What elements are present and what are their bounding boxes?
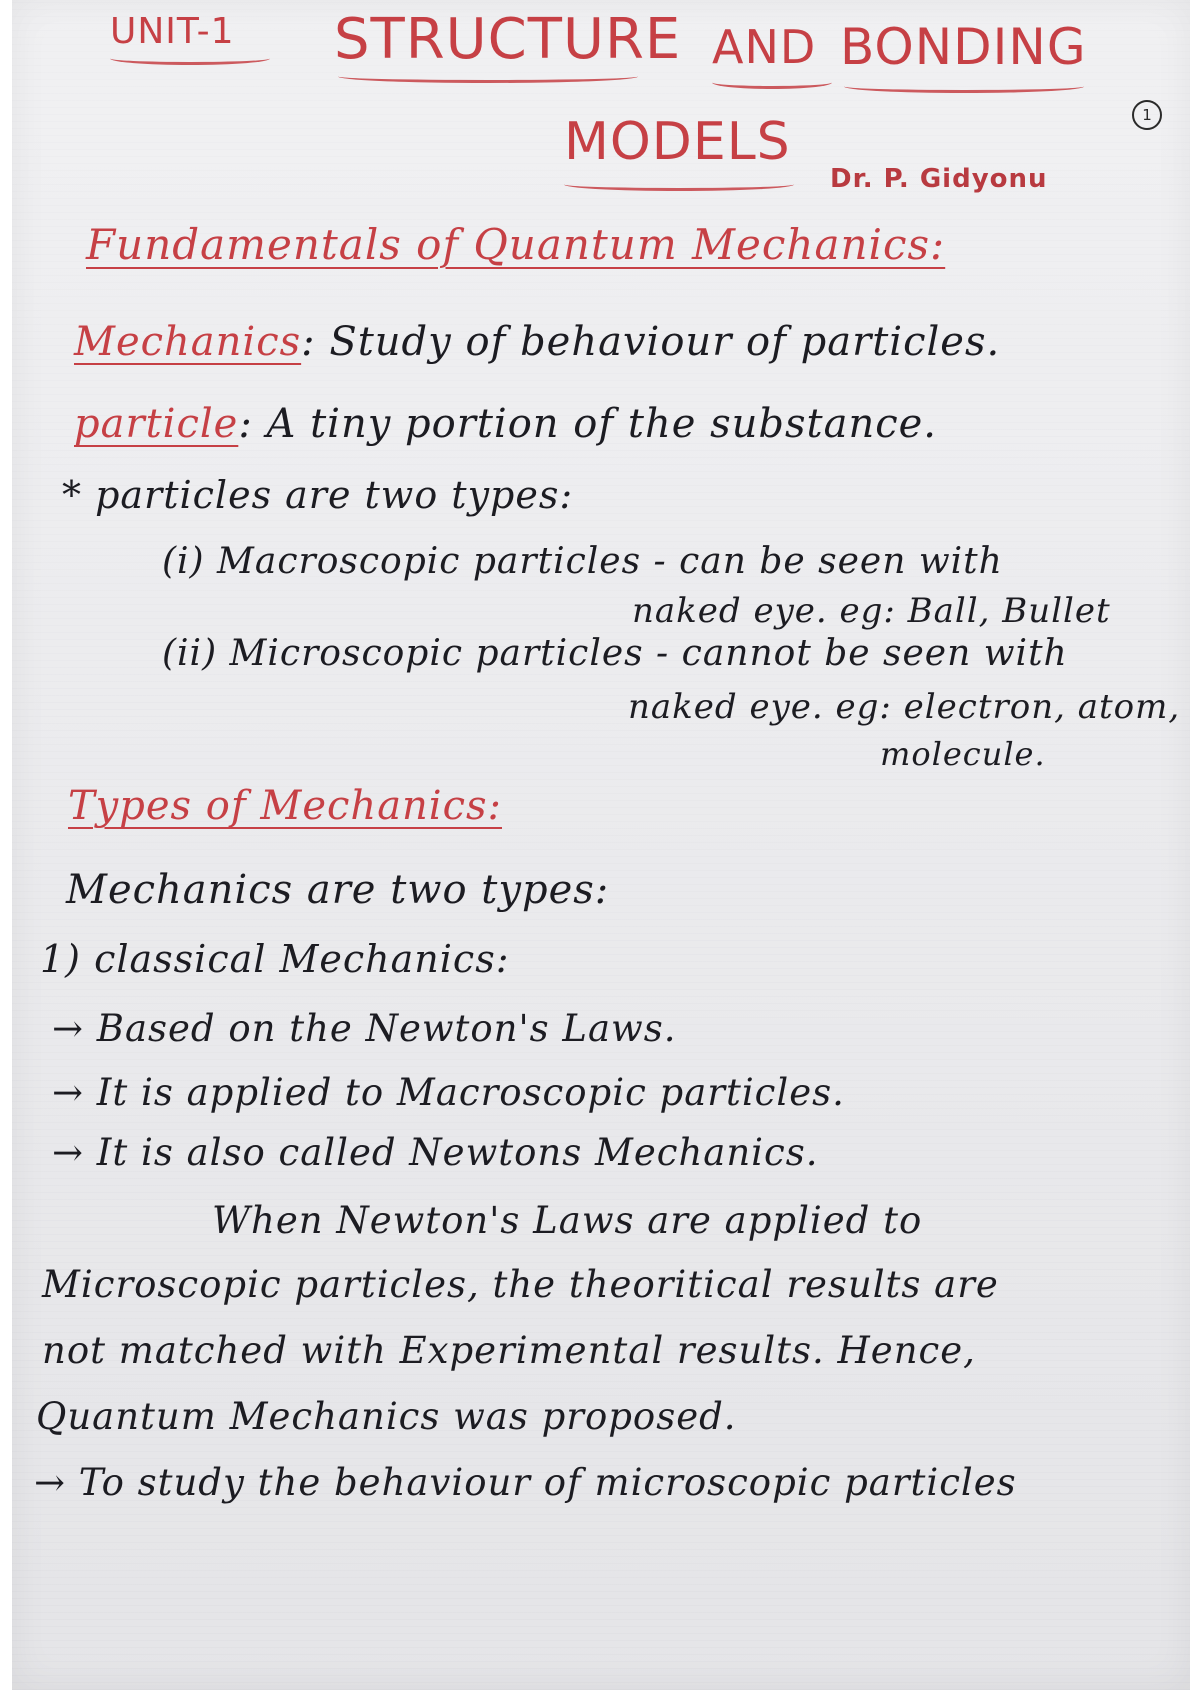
title-and: AND bbox=[712, 20, 817, 74]
particle-term: particle bbox=[74, 401, 239, 447]
classical-heading: 1) classical Mechanics: bbox=[40, 937, 510, 981]
types-heading: Types of Mechanics: bbox=[68, 783, 502, 829]
particle-definition: : A tiny portion of the substance. bbox=[238, 401, 937, 447]
title-models: MODELS bbox=[564, 112, 791, 172]
unit-label: UNIT-1 bbox=[110, 11, 235, 52]
final-point: → To study the behaviour of microscopic particles bbox=[34, 1461, 1017, 1504]
notebook-page bbox=[12, 0, 1190, 1690]
unit-underline bbox=[110, 52, 270, 65]
microscopic-line-3: molecule. bbox=[880, 735, 1046, 773]
author-name: Dr. P. Gidyonu bbox=[830, 164, 1048, 194]
paragraph-line-2: Microscopic particles, the theoritical results are bbox=[42, 1263, 999, 1306]
macroscopic-line-2: naked eye. eg: Ball, Bullet bbox=[632, 591, 1111, 631]
mechanics-term: Mechanics bbox=[74, 319, 302, 365]
paragraph-line-3: not matched with Experimental results. Hence, bbox=[42, 1329, 976, 1372]
title-structure: STRUCTURE bbox=[334, 7, 682, 72]
fundamentals-heading: Fundamentals of Quantum Mechanics: bbox=[86, 220, 946, 269]
particle-definition-line bbox=[74, 401, 937, 447]
title-bonding: BONDING bbox=[840, 18, 1087, 76]
classical-point-2: → It is applied to Macroscopic particles. bbox=[52, 1071, 845, 1114]
paragraph-line-4: Quantum Mechanics was proposed. bbox=[36, 1395, 737, 1438]
types-intro: Mechanics are two types: bbox=[66, 867, 610, 913]
title-bonding-underline bbox=[844, 80, 1084, 93]
title-structure-underline bbox=[338, 70, 638, 83]
macroscopic-line-1: (i) Macroscopic particles - can be seen with bbox=[162, 541, 1003, 582]
title-and-underline bbox=[712, 76, 832, 89]
title-models-underline bbox=[564, 178, 794, 191]
particles-types-line: * particles are two types: bbox=[62, 473, 574, 517]
microscopic-line-1: (ii) Microscopic particles - cannot be seen with bbox=[162, 633, 1068, 674]
microscopic-line-2: naked eye. eg: electron, atom, bbox=[628, 687, 1181, 727]
paragraph-line-1: When Newton's Laws are applied to bbox=[212, 1199, 923, 1242]
mechanics-definition-line bbox=[74, 319, 1001, 365]
classical-point-1: → Based on the Newton's Laws. bbox=[52, 1007, 677, 1050]
page-number-badge: 1 bbox=[1132, 100, 1162, 130]
classical-point-3: → It is also called Newtons Mechanics. bbox=[52, 1131, 819, 1174]
mechanics-definition: : Study of behaviour of particles. bbox=[301, 319, 1001, 365]
